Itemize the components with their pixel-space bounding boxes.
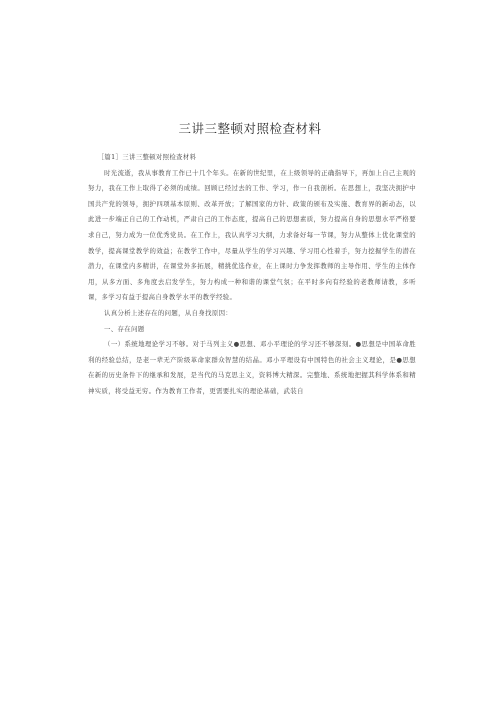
document-body (88, 150, 416, 400)
paragraph: （一）系统地理论学习不够。对于马列主义●思想、邓小平理论的学习还不够深刻。●思想是中国革命胜利的经验总结，是老一辈无产阶级革命家群众智慧的结晶。邓小平理设有中国特色的社会主义理论，是●思想在新的历史条件下的继承和发展，是当代的马克思主义，资料博大精深。完整地、系统地把握其科学体系和精神实质，将受益无穷。作为教育工作者，更需要扎实的理论基础，武装自 (88, 340, 416, 395)
section-heading: ［篇1］三讲三整顿对照检查材料 (97, 153, 197, 161)
paragraph: 时光流逝，我从事教育工作已十几个年头。在新的世纪里，在上级领导的正确指导下，再加上自己主观的努力，我在工作上取得了必须的成绩。回顾已经过去的工作、学习，作一自我剖析。在思想上，我坚决拥护中国共产党的领导，拥护四项基本原则、改革开放；了解国家的方针、政策的颁布及实施、教育界的新动态，以此进一步端正自己的工作动机，严肃自己的工作态度，提高自己的思想素质，努力提高自身的思想水平严格要求自己，努力成为一位优秀党员。在工作上，我认真学习大纲，力求备好每一节课，努力从整体上优化课堂的教学，提高课堂教学的效益；在教学工作中，尽量从学生的学习兴趣、学习用心性着手，努力挖掘学生的潜在潜力，在课堂内多精讲，在课堂外多拓展，精挑优选作业，在上课时力争发挥教师的主导作用、学生的主体作用，从多方面、多角度去启发学生，努力构成一种和谐的课堂气氛；在平时多向有经验的老教师请教，多听课，多学习有益于提高自身教学水平的教学经验。 (88, 168, 416, 302)
document-title: 三讲三整顿对照检查材料 (178, 121, 322, 136)
subheading: 一、存在问题 (104, 324, 145, 333)
paragraph: 认真分析上述存在的问题，从自身找原因： (104, 308, 233, 317)
